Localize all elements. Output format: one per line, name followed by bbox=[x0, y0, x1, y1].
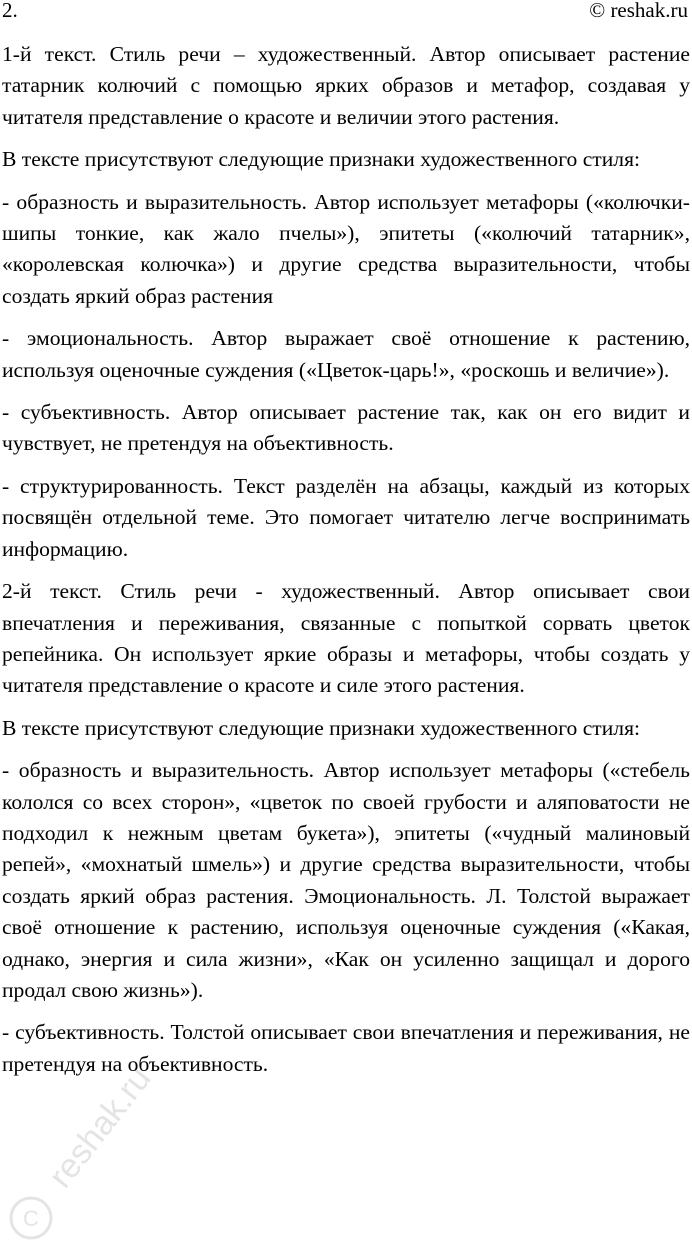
source-credit: © reshak.ru bbox=[589, 0, 688, 22]
task-number: 2. bbox=[2, 0, 18, 22]
paragraph-text2-imagery: - образность и выразительность. Автор использует метафоры («стебель кололся со всех сторон», «цветок по своей грубости и аляповатости не подходил к нежным цветам букета»), эпитеты («чудный малиновый репей», «мохнатый шмель») и другие средства выразительности, чтобы создать яркий образ растения. Эмоциональность. Л. Толстой выражает своё отношение к растению, используя оценочные суждения («Какая, однако, энергия и сила жизни», «Как он усиленно защищал и дорого продал свою жизнь»). bbox=[2, 758, 690, 1002]
paragraph-text1-subjectivity: - субъективность. Автор описывает растение так, как он его видит и чувствует, не претендуя на объективность. bbox=[2, 400, 690, 456]
paragraph-text2-intro: 2-й текст. Стиль речи - художественный. Автор описывает свои впечатления и переживания, связанные с попыткой сорвать цветок репейника. Он использует яркие образы и метафоры, чтобы создать у читателя представление о красоте и силе этого растения. bbox=[2, 579, 690, 698]
watermark-text: reshak.ru bbox=[41, 1059, 159, 1195]
answer-text bbox=[2, 39, 690, 1091]
paragraph-text1-intro: 1-й текст. Стиль речи – художественный. Автор описывает растение татарник колючий с помощью ярких образов и метафор, создавая у читателя представление о красоте и величии этого растения. bbox=[2, 42, 690, 129]
paragraph-text1-emotionality: - эмоциональность. Автор выражает своё отношение к растению, используя оценочные суждения («Цветок-царь!», «роскошь и величие»). bbox=[2, 326, 690, 382]
paragraph-text2-subjectivity: - субъективность. Толстой описывает свои впечатления и переживания, не претендуя на объективность. bbox=[2, 1020, 690, 1076]
page-header bbox=[2, 0, 688, 23]
paragraph-text1-features-heading: В тексте присутствуют следующие признаки художественного стиля: bbox=[2, 147, 641, 172]
copyright-icon bbox=[11, 1198, 51, 1238]
svg-text:C: C bbox=[23, 1206, 39, 1231]
paragraph-text2-features-heading: В тексте присутствуют следующие признаки художественного стиля: bbox=[2, 715, 641, 740]
paragraph-text1-structure: - структурированность. Текст разделён на абзацы, каждый из которых посвящён отдельной теме. Это помогает читателю легче воспринимать информацию. bbox=[2, 473, 690, 561]
paragraph-text1-imagery: - образность и выразительность. Автор использует метафоры («колючки-шипы тонкие, как жало пчелы»), эпитеты («колючий татарник», «королевская колючка») и другие средства выразительности, чтобы создать яркий образ растения bbox=[2, 189, 690, 308]
